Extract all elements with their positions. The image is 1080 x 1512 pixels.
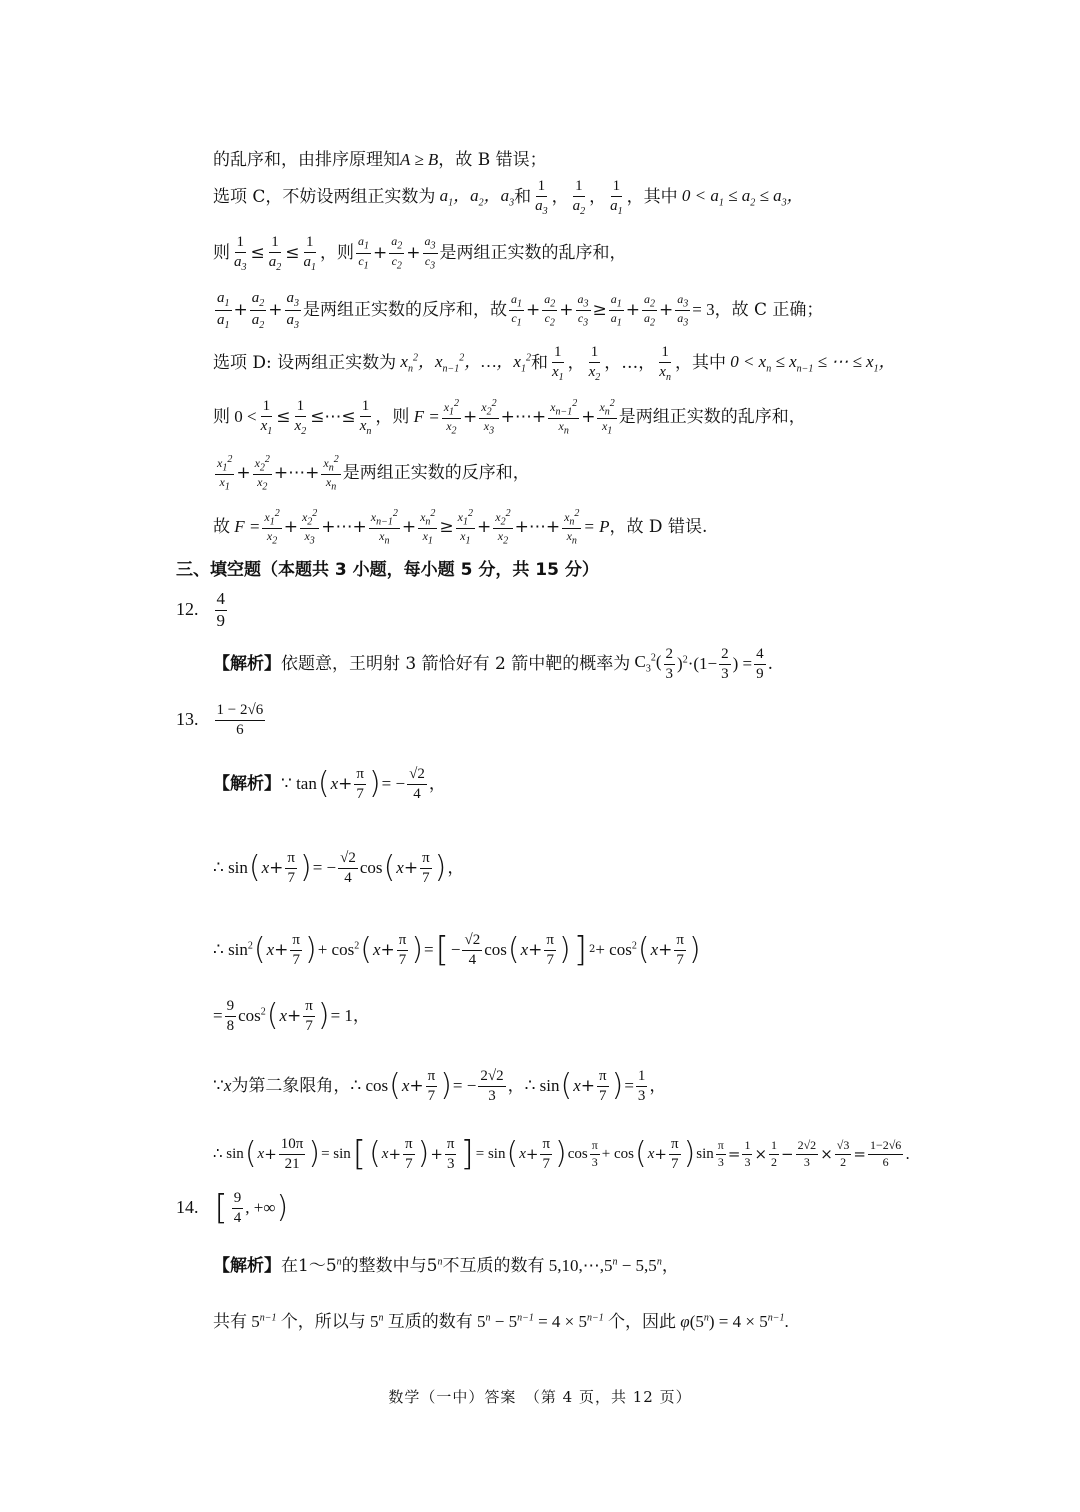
fraction: $\frac{2}{3}$ (665, 646, 674, 682)
fraction: $\frac{x_n^2}{x_n}$ (564, 508, 580, 547)
fraction: $\frac{1}{x_n}$ (359, 398, 372, 437)
text: 则 (213, 243, 230, 264)
fraction: $\frac{\pi}{3}$ (717, 1138, 724, 1169)
text: 选项 C，不妨设两组正实数为 (213, 187, 436, 208)
fraction: $\frac{x_{n-1}^2}{x_n}$ (550, 398, 578, 437)
text: 故 (213, 517, 230, 538)
text: 和 (530, 353, 548, 374)
fraction: $\frac{\pi}{7}$ (542, 1136, 551, 1172)
line-option-c-shuffled: 则 $\frac{1}{a_3}$ ≤ $\frac{1}{a_2}$ ≤ $\frac{1}{a_1}$ ，则 $\frac{a_1}{c_1}$ + $\frac{a_2}{c_2}$ + $\frac{a_3}{c_3}$ 是两组正实数的乱序和， (213, 234, 627, 273)
fraction: $\frac{a_2}{a_2}$ (644, 291, 655, 329)
fraction: $\frac{x_2^2}{x_3}$ (301, 508, 318, 547)
line-option-c-reverse: $\frac{a_1}{a_1}$ + $\frac{a_2}{a_2}$ + $\frac{a_3}{a_3}$ 是两组正实数的反序和，故 $\frac{a_1}{c_1}$ + $\frac{a_2}{c_2}$ + $\frac{a_3}{c_3}$ ≥ $\frac{a_1}{a_1}$ + $\frac{a_2}{a_2}$ + $\frac{a_3}{a_3}$ = 3 ，故 C 正确； (217, 290, 824, 331)
fraction: $\frac{x_1^2}{x_1}$ (217, 454, 233, 493)
fraction: $\frac{2}{3}$ (721, 646, 729, 682)
fraction: $\frac{1}{2}$ (771, 1138, 778, 1169)
q14-explanation-2: 共有 $5^{n-1}$ 个，所以与 5$^n$ 互质的数有 $5^n - 5^{n-1} = 4 \times 5^{n-1}$ 个，因此 φ $(5^n) = 4 \times 5^{n-1}$. (213, 1312, 789, 1332)
text: 依题意，王明射 3 箭恰好有 2 箭中靶的概率为 (281, 653, 631, 674)
fraction: $\frac{a_3}{a_3}$ (286, 290, 299, 331)
fraction: $\frac{1}{x_n}$ (659, 344, 671, 383)
text: 不互质的数有 (442, 1256, 545, 1276)
fraction: $\frac{1}{x_2}$ (294, 398, 307, 437)
fraction: $\frac{\pi}{7}$ (398, 932, 407, 968)
fraction: $\frac{√2}{4}$ (464, 932, 481, 968)
math-inequality: A ≥ B (400, 150, 439, 169)
fraction: $\frac{1}{a_2}$ (268, 234, 282, 273)
fraction: $\frac{x_2^2}{x_3}$ (481, 398, 497, 437)
fraction: $\frac{1}{x_2}$ (588, 344, 601, 383)
fraction: $\frac{\pi}{3}$ (446, 1136, 455, 1172)
text: 是两组正实数的乱序和， (439, 243, 627, 264)
q12-explanation: 【解析】 依题意，王明射 3 箭恰好有 2 箭中靶的概率为 $C_3^2$( $\frac{2}{3}$ )$^2$·(1− $\frac{2}{3}$ ) = $\frac{4}{9}$ . (213, 646, 774, 682)
question-number: 12. (176, 599, 199, 620)
fraction: $\frac{a_2}{c_2}$ (391, 234, 403, 272)
text: 选项 D: 设两组正实数为 (213, 353, 397, 374)
page-footer: 数学（一中）答案 （第 4 页，共 12 页） (388, 1388, 692, 1406)
fraction: $\frac{1}{a_2}$ (572, 178, 586, 217)
fraction: $\frac{\pi}{7}$ (670, 1136, 679, 1172)
section-heading (176, 560, 960, 580)
text: ，则 (375, 407, 410, 428)
fraction: $\frac{\pi}{7}$ (405, 1136, 413, 1172)
q13-step-4: = $\frac{9}{8}$ $\cos^2$ ( x + $\frac{\pi}{7}$ ) = 1 ， (213, 998, 370, 1034)
fraction: $\frac{a_1}{a_1}$ (217, 290, 230, 331)
explanation-tag: 【解析】 (213, 773, 281, 794)
q13-step-3: ∴ $\sin^2$ ( x + $\frac{\pi}{7}$ ) + $\cos^2$ ( x + $\frac{\pi}{7}$ ) = [ − $\frac{√2}{4}$ cos ( x + $\frac{\pi}{7}$ ) ] 2 + $\cos^2$ ( x + $\frac{\pi}{7}$ ) (213, 930, 701, 970)
fraction: $\frac{\pi}{7}$ (305, 998, 313, 1034)
fraction: $\frac{9}{8}$ (226, 998, 235, 1034)
fraction: $\frac{\pi}{7}$ (599, 1068, 607, 1104)
fraction: $\frac{\pi}{7}$ (292, 932, 300, 968)
fraction: $\frac{1}{3}$ (744, 1138, 751, 1169)
section-title: 三、填空题（本题共 3 小题，每小题 5 分，共 15 分） (176, 560, 599, 580)
numerator: 4 (215, 590, 228, 611)
fraction: $\frac{10\pi}{21}$ (280, 1136, 304, 1172)
fraction: $\frac{1}{a_3}$ (535, 178, 548, 217)
fraction: $\frac{x_2^2}{x_2}$ (495, 508, 511, 547)
text: ，故 B 错误； (438, 150, 547, 170)
fraction: $\frac{1}{a_1}$ (610, 178, 623, 217)
q13-step-6: ∴ sin ( x + $\frac{10\pi}{21}$ ) = sin [ ( x + $\frac{\pi}{7}$ ) + $\frac{\pi}{3}$ ] = sin ( x + $\frac{\pi}{7}$ ) cos $\frac{\pi}{3}$ + cos ( x + $\frac{\pi}{7}$ ) sin $\frac{\pi}{3}$ = $\frac{1}{3}$ × $\frac{1}{2}$ − $\frac{2√2}{3}$ × $\frac{√3}{2}$ = $\frac{1-2√6}{6}$ . (213, 1134, 911, 1174)
text: 是两组正实数的乱序和， (618, 407, 806, 428)
fraction: $\frac{x_1^2}{x_2}$ (443, 398, 460, 437)
q14-answer: 14. [ $\frac{9}{4}$ , +∞ ) (176, 1188, 289, 1228)
answer-fraction (215, 590, 228, 630)
fraction: $\frac{x_n^2}{x_1}$ (599, 398, 615, 437)
fraction: $\frac{2√2}{3}$ (480, 1068, 504, 1104)
line-option-b-conclusion (213, 150, 960, 170)
fraction: $\frac{a_3}{a_3}$ (677, 291, 689, 329)
fraction: $\frac{\pi}{7}$ (676, 932, 684, 968)
fraction: $\frac{1}{a_1}$ (303, 234, 316, 273)
fraction: $\frac{x_1^2}{x_1}$ (457, 508, 473, 547)
fraction: $\frac{1-2√6}{6}$ (869, 1138, 902, 1169)
fraction: $\frac{2√2}{3}$ (797, 1138, 817, 1169)
text: 的整数中与5 (341, 1256, 438, 1276)
fraction: $\frac{\pi}{3}$ (591, 1138, 598, 1169)
fraction: $\frac{x_n^2}{x_1}$ (420, 508, 436, 547)
fraction: $\frac{√2}{4}$ (409, 766, 425, 802)
line-option-d-conclusion: 故 F = $\frac{x_1^2}{x_2}$ + $\frac{x_2^2}{x_3}$ +⋯+ $\frac{x_{n-1}^2}{x_n}$ + $\frac{x_n^2}{x_1}$ ≥ $\frac{x_1^2}{x_1}$ + $\frac{x_2^2}{x_2}$ +⋯+ $\frac{x_n^2}{x_n}$ = P ，故 D 错误. (213, 508, 708, 547)
numerator: 1 − 2√6 (215, 702, 266, 721)
fraction: $\frac{1}{x_1}$ (551, 344, 564, 383)
text: 是两组正实数的反序和， (342, 463, 530, 484)
fraction: $\frac{\pi}{7}$ (422, 850, 430, 886)
fraction: $\frac{\pi}{7}$ (356, 766, 364, 802)
fraction: $\frac{1}{x_1}$ (260, 398, 273, 437)
fraction: $\frac{x_n^2}{x_n}$ (323, 454, 339, 493)
text: 则 (213, 407, 230, 428)
fraction: $\frac{9}{4}$ (233, 1190, 242, 1226)
q13-step-5: ∵ x 为第二象限角， ∴ cos ( x + $\frac{\pi}{7}$ ) = − $\frac{2√2}{3}$ ， ∴ sin ( x + $\frac{\pi}{7}$ ) = $\frac{1}{3}$ ， (213, 1068, 667, 1104)
math-inequality: $0 < a_1 \le a_2 \le a_3$， (677, 185, 804, 208)
line-option-d-reverse: $\frac{x_1^2}{x_1}$ + $\frac{x_2^2}{x_2}$ +⋯+ $\frac{x_n^2}{x_n}$ 是两组正实数的反序和， (217, 454, 530, 493)
fraction: $\frac{a_2}{c_2}$ (544, 291, 556, 329)
text: 互质的数有 (387, 1312, 473, 1332)
fraction: $\frac{x_1^2}{x_2}$ (264, 508, 280, 547)
math-inequality: $0 < x_n \le x_{n-1}$ ≤ ⋯ ≤ $x_1$， (725, 351, 896, 374)
text: ，其中 (674, 353, 726, 374)
explanation-tag: 【解析】 (213, 1256, 281, 1276)
fraction: $\frac{√3}{2}$ (836, 1138, 850, 1169)
fraction: $\frac{1}{a_3}$ (234, 234, 247, 273)
denominator: 6 (236, 721, 244, 738)
text: ，故 D 错误. (609, 517, 708, 538)
question-number: 13. (176, 709, 199, 730)
q13-step-1: 【解析】 ∵ tan ( x + $\frac{\pi}{7}$ ) = − $\frac{√2}{4}$ ， (213, 766, 446, 802)
fraction: $\frac{4}{9}$ (756, 646, 764, 682)
line-option-d-shuffled: 则 0 < $\frac{1}{x_1}$ ≤ $\frac{1}{x_2}$ ≤⋯≤ $\frac{1}{x_n}$ ，则 F = $\frac{x_1^2}{x_2}$ + $\frac{x_2^2}{x_3}$ +⋯+ $\frac{x_{n-1}^2}{x_n}$ + $\frac{x_n^2}{x_1}$ 是两组正实数的乱序和， (213, 398, 806, 437)
fraction: $\frac{1}{3}$ (637, 1068, 646, 1104)
fraction: $\frac{\pi}{7}$ (546, 932, 554, 968)
q13-answer (176, 702, 960, 738)
fraction: $\frac{a_3}{c_3}$ (577, 291, 589, 329)
fraction: $\frac{√2}{4}$ (340, 850, 356, 886)
text: ，故 C 正确； (714, 300, 824, 321)
fraction: $\frac{x_2^2}{x_2}$ (254, 454, 270, 493)
explanation-tag: 【解析】 (213, 653, 281, 674)
fraction: $\frac{a_1}{c_1}$ (511, 291, 522, 329)
text: ，其中 (626, 187, 678, 208)
fraction: $\frac{a_1}{c_1}$ (358, 234, 369, 272)
text: 是两组正实数的反序和，故 (303, 300, 507, 321)
fraction: $\frac{\pi}{7}$ (427, 1068, 436, 1104)
fraction: $\frac{a_1}{a_1}$ (610, 291, 622, 329)
fraction: $\frac{a_2}{a_2}$ (251, 290, 265, 331)
fraction: $\frac{x_{n-1}^2}{x_n}$ (370, 508, 398, 547)
answer-fraction (215, 702, 266, 738)
text: 个，因此 (608, 1312, 677, 1332)
fraction: $\frac{\pi}{7}$ (287, 850, 295, 886)
q13-step-2: ∴ sin ( x + $\frac{\pi}{7}$ ) = − $\frac{√2}{4}$ cos ( x + $\frac{\pi}{7}$ ) ， (213, 850, 465, 886)
text: 的乱序和，由排序原理知 (213, 150, 400, 170)
text: 共有 (213, 1312, 247, 1332)
q14-explanation-1: 【解析】 在1～5 $^n$ 的整数中与5 $^n$ 不互质的数有 $5,10,\cdots,5^n - 5,5^n$， (213, 1256, 679, 1276)
math-expr: $a_1$，$a_2$，$a_3$ (435, 185, 515, 208)
denominator: 9 (216, 610, 225, 630)
text: 个，所以与 (280, 1312, 366, 1332)
line-option-d-setup: 选项 D: 设两组正实数为 $x_n^2$，$x_{n-1}^2$，…，$x_1^2$ 和 $\frac{1}{x_1}$ ， $\frac{1}{x_2}$ ，…， $\frac{1}{x_n}$ ，其中 $0 < x_n \le x_{n-1}$ ≤ ⋯ ≤ $x_1$， (213, 344, 896, 383)
q12-answer (176, 590, 960, 630)
math-expr: $x_n^2$，$x_{n-1}^2$，…，$x_1^2$ (396, 351, 531, 374)
text: 为第二象限角， (231, 1075, 351, 1096)
text: 在1～5 (281, 1256, 337, 1276)
fraction: $\frac{a_3}{c_3}$ (424, 234, 436, 272)
question-number: 14. (176, 1197, 199, 1218)
line-option-c-setup: 选项 C，不妨设两组正实数为 $a_1$，$a_2$，$a_3$ 和 $\frac{1}{a_3}$ ， $\frac{1}{a_2}$ ， $\frac{1}{a_1}$ ，其中 $0 < a_1 \le a_2 \le a_3$， (213, 178, 804, 217)
